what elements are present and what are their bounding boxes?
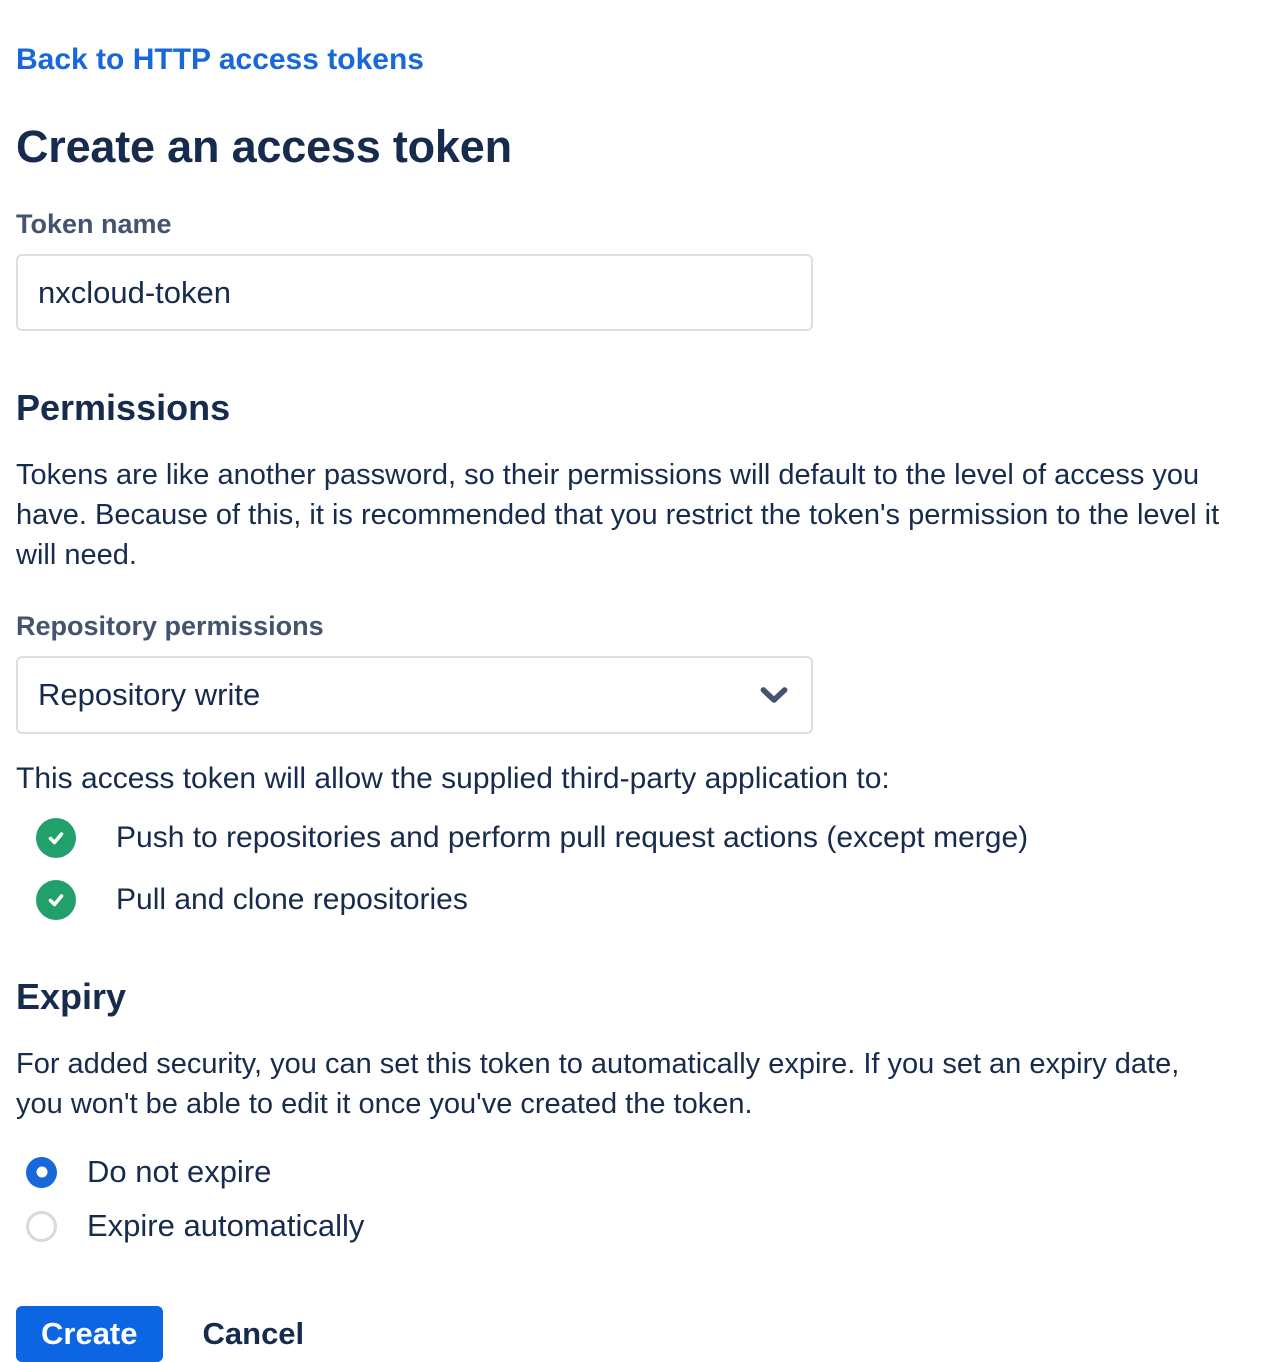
permissions-heading: Permissions <box>16 387 231 428</box>
radio-option-expire-automatically[interactable] <box>26 1208 1258 1244</box>
radio-label: Do not expire <box>87 1154 272 1189</box>
allow-intro-text: This access token will allow the supplied third-party application to: <box>16 762 890 795</box>
cancel-button[interactable]: Cancel <box>202 1316 305 1351</box>
form-actions <box>16 1306 1258 1362</box>
token-name-input[interactable] <box>16 254 813 331</box>
token-name-label: Token name <box>16 209 172 239</box>
expiry-radio-group <box>16 1154 1258 1244</box>
capability-row <box>36 880 1258 920</box>
radio-selected-icon[interactable] <box>26 1157 57 1188</box>
radio-unselected-icon[interactable] <box>26 1211 57 1242</box>
check-circle-icon <box>36 818 76 858</box>
radio-option-do-not-expire[interactable] <box>26 1154 1258 1190</box>
check-circle-icon <box>36 880 76 920</box>
create-button[interactable]: Create <box>16 1306 163 1362</box>
capability-label: Push to repositories and perform pull request actions (except merge) <box>116 821 1029 854</box>
expiry-description: For added security, you can set this token to automatically expire. If you set an expiry date, you won't be able to edit it once you've created the token. <box>16 1048 1180 1120</box>
repository-permissions-select[interactable] <box>16 656 813 734</box>
capability-label: Pull and clone repositories <box>116 883 468 916</box>
repository-permissions-selected-value: Repository write <box>38 677 261 712</box>
permissions-description: Tokens are like another password, so their permissions will default to the level of access you have. Because of this, it is recommended that you restrict the token's permission to the level it will need. <box>16 459 1220 571</box>
expiry-heading: Expiry <box>16 976 127 1017</box>
radio-label: Expire automatically <box>87 1208 365 1243</box>
back-to-http-access-tokens-link[interactable]: Back to HTTP access tokens <box>16 43 424 76</box>
repository-permissions-select-wrap <box>16 656 813 734</box>
page-title: Create an access token <box>16 121 512 172</box>
capability-row <box>36 818 1258 858</box>
repository-permissions-label: Repository permissions <box>16 611 324 641</box>
